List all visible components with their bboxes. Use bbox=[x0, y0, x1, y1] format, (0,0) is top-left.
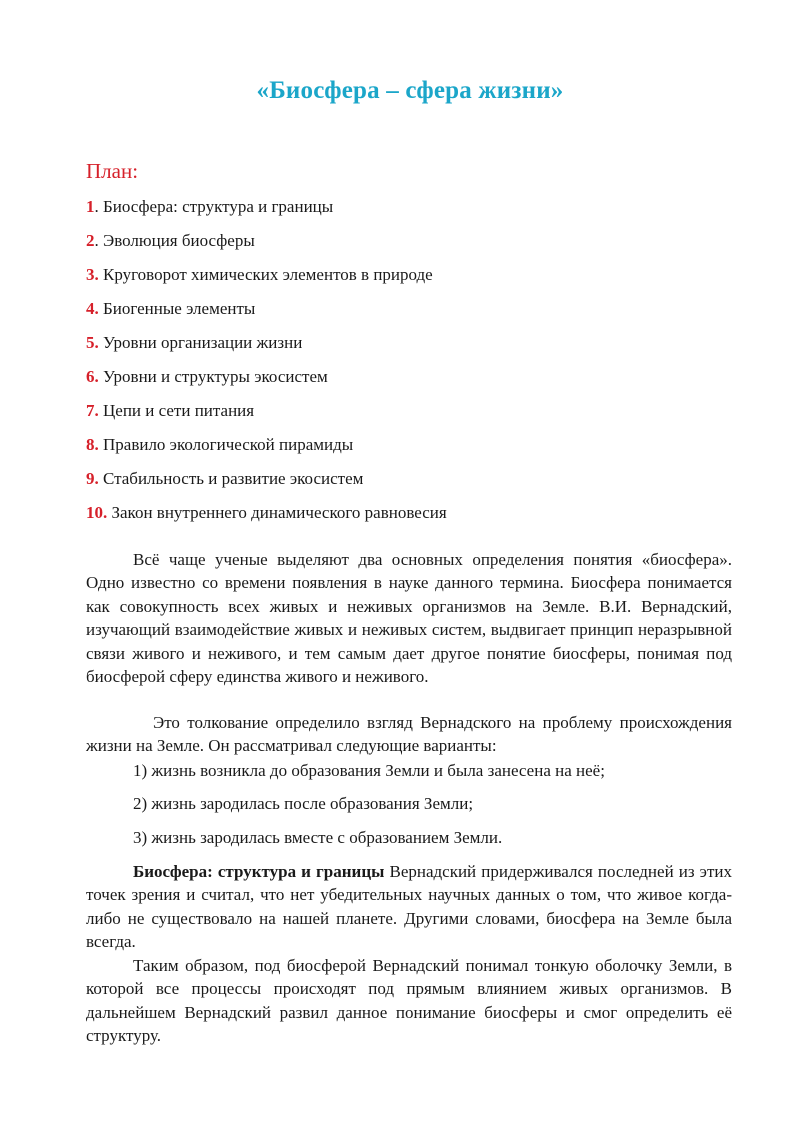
paragraph-biosphere-definitions: Всё чаще ученые выделяют два основных определения понятия «биосфера». Одно известно со времени появления в науке данного термина. Биосфера понимается как совокупность всех живых и неживых организмов на Земле. В.И. Вернадский, изучающий взаимодействие живых и неживых систем, выдвигает принцип неразрывной связи живого и неживого, и тем самым дает другое понятие биосферы, понимая под биосферой сферу единства живого и неживого. bbox=[86, 550, 732, 687]
plan-item bbox=[86, 263, 447, 297]
plan-item-text: Закон внутреннего динамического равновесия bbox=[107, 503, 447, 522]
plan-list bbox=[86, 195, 447, 535]
plan-item bbox=[86, 399, 447, 433]
plan-item bbox=[86, 331, 447, 365]
paragraph-thin-shell: Таким образом, под биосферой Вернадский понимал тонкую оболочку Земли, в которой все процессы происходят под прямым влиянием живых организмов. В дальнейшем Вернадский развил данное понимание биосферы и смог определить её структуру. bbox=[86, 956, 732, 1046]
plan-item bbox=[86, 433, 447, 467]
plan-item bbox=[86, 365, 447, 399]
plan-item bbox=[86, 229, 447, 263]
plan-item-number: 5. bbox=[86, 333, 99, 352]
plan-item-number: 10. bbox=[86, 503, 108, 522]
plan-heading: План: bbox=[86, 159, 139, 183]
plan-item-number: 3. bbox=[86, 265, 99, 284]
plan-item bbox=[86, 297, 447, 331]
plan-item-number: 1 bbox=[86, 197, 95, 216]
paragraph-lead-heading: Биосфера: структура и границы bbox=[133, 862, 385, 881]
plan-item-text: Стабильность и развитие экосистем bbox=[98, 469, 364, 488]
plan-item-number: 9. bbox=[86, 469, 99, 488]
variant-item: 3) жизнь зародилась вместе с образованием Земли. bbox=[133, 828, 503, 847]
plan-item-separator: . bbox=[94, 231, 99, 250]
paragraph-structure-and-boundaries bbox=[86, 860, 732, 954]
paragraph-vernadsky-view: Это толкование определило взгляд Вернадского на проблему происхождения жизни на Земле. Он рассматривал следующие варианты: bbox=[86, 713, 732, 756]
document-title: «Биосфера – сфера жизни» bbox=[256, 77, 564, 104]
plan-item-text: Круговорот химических элементов в природе bbox=[98, 265, 433, 284]
plan-item-number: 7. bbox=[86, 401, 99, 420]
plan-item-number: 2 bbox=[86, 231, 95, 250]
plan-item-text: Биогенные элементы bbox=[98, 299, 256, 318]
plan-item-number: 8. bbox=[86, 435, 99, 454]
plan-item-number: 6. bbox=[86, 367, 99, 386]
plan-item-separator: . bbox=[94, 197, 99, 216]
plan-item-text: Уровни и структуры экосистем bbox=[98, 367, 328, 386]
paragraph-body: Вернадский придерживался последней из этих точек зрения и считал, что нет убедительных научных данных о том, что живое когда-либо не существовало на нашей планете. Другими словами, биосфера на Земле была всегда. bbox=[86, 862, 732, 952]
variant-item: 2) жизнь зародилась после образования Земли; bbox=[133, 794, 474, 813]
plan-item bbox=[86, 195, 447, 229]
plan-item-text: Биосфера: структура и границы bbox=[98, 197, 334, 216]
variant-item: 1) жизнь возникла до образования Земли и была занесена на неё; bbox=[133, 761, 605, 780]
plan-item bbox=[86, 467, 447, 501]
plan-item-text: Уровни организации жизни bbox=[98, 333, 303, 352]
plan-item bbox=[86, 501, 447, 535]
plan-item-text: Правило экологической пирамиды bbox=[98, 435, 354, 454]
plan-item-text: Эволюция биосферы bbox=[98, 231, 255, 250]
plan-item-text: Цепи и сети питания bbox=[98, 401, 255, 420]
plan-item-number: 4. bbox=[86, 299, 99, 318]
